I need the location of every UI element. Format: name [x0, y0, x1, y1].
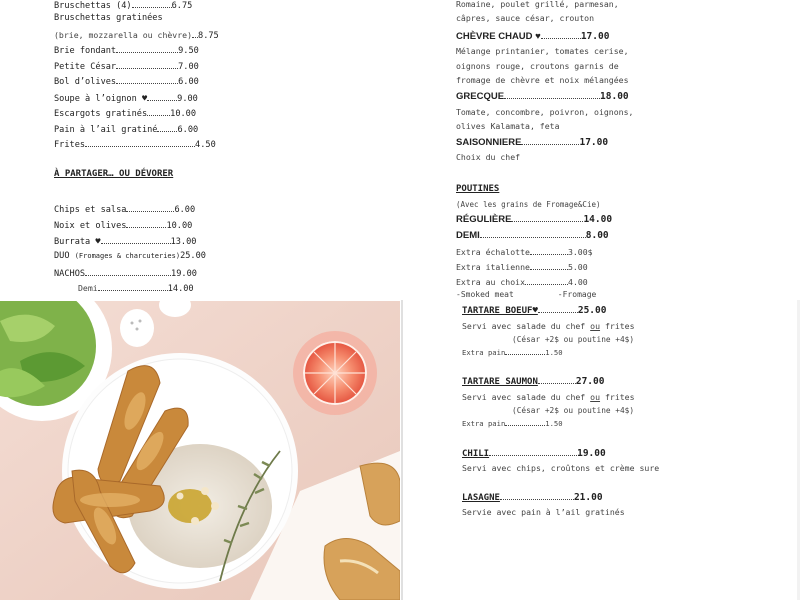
- right-top-menu: [400, 0, 800, 300]
- menu-item: Chips et salsa 6.00: [54, 205, 196, 215]
- right-bottom-menu: [400, 300, 800, 600]
- description-line: Servie avec pain à l’ail gratinés: [462, 507, 625, 517]
- description-note: (César +2$ ou poutine +4$): [512, 406, 635, 415]
- description-line: Servi avec chips, croûtons et crème sure: [462, 463, 660, 473]
- main-item: LASAGNE 21.00: [462, 492, 603, 503]
- poutine-item: RÉGULIÈRE 14.00: [456, 214, 613, 225]
- description-line: Servi avec salade du chef ou frites: [462, 321, 635, 331]
- description-line: Romaine, poulet grillé, parmesan,: [456, 0, 619, 9]
- poutine-item: DEMI 8.00: [456, 230, 609, 241]
- menu-item: Burrata ♥ 13.00: [54, 237, 197, 247]
- description-line: fromage de chèvre et noix mélangées: [456, 75, 629, 85]
- description-line: Tomate, concombre, poivron, oignons,: [456, 107, 634, 117]
- salad-item: SAISONNIERE 17.00: [456, 137, 609, 148]
- menu-item: Petite César 7.00: [54, 62, 199, 72]
- section-title-share: À PARTAGER… OU DÉVORER: [54, 169, 174, 179]
- extra-item: Extra échalotte 3.00$: [456, 247, 593, 257]
- description-line: Choix du chef: [456, 152, 521, 162]
- poutines-note: (Avec les grains de Fromage&Cie): [456, 200, 601, 209]
- salad-item: CHÈVRE CHAUD ♥ 17.00: [456, 31, 610, 42]
- main-item: TARTARE BOEUF♥ 25.00: [462, 305, 607, 316]
- food-photo: [0, 301, 400, 600]
- menu-item: Noix et olives 10.00: [54, 221, 193, 231]
- description-line: Mélange printanier, tomates cerise,: [456, 46, 629, 56]
- extra-item: Extra pain 1.50: [462, 419, 563, 428]
- salad-item: GRECQUE 18.00: [456, 91, 629, 102]
- menu-item: Pain à l’ail gratiné 6.00: [54, 125, 199, 135]
- description-line: olives Kalamata, feta: [456, 121, 560, 131]
- extra-item: Extra pain 1.50: [462, 348, 563, 357]
- description-note: (César +2$ ou poutine +4$): [512, 335, 635, 344]
- extra-footer: -Smoked meat -Fromage: [456, 290, 597, 299]
- hummus-bruschetta-image: [0, 301, 400, 600]
- extra-item: Extra italienne 5.00: [456, 262, 588, 272]
- menu-item: (brie, mozzarella ou chèvre) 8.75: [54, 30, 219, 41]
- extra-item: Extra au choix 4.00: [456, 277, 588, 287]
- menu-item: Brie fondant 9.50: [54, 46, 199, 56]
- description-line: câpres, sauce césar, crouton: [456, 13, 595, 23]
- main-item: CHILI 19.00: [462, 448, 606, 459]
- menu-item: DUO (Fromages & charcuteries)25.00: [54, 251, 206, 261]
- menu-item: Bruschettas gratinées: [54, 13, 163, 23]
- menu-item: Bol d’olives 6.00: [54, 77, 199, 87]
- menu-item: Bruschettas (4) 6.75: [54, 1, 193, 11]
- menu-item: Frites 4.50: [54, 140, 216, 150]
- description-line: Servi avec salade du chef ou frites: [462, 392, 635, 402]
- menu-item: Escargots gratinés 10.00: [54, 109, 197, 119]
- left-menu: [0, 0, 400, 300]
- main-item: TARTARE SAUMON 27.00: [462, 376, 605, 387]
- section-title-poutines: POUTINES: [456, 184, 500, 194]
- menu-item: NACHOS 19.00: [54, 269, 197, 279]
- description-line: oignons rouge, croutons garnis de: [456, 61, 619, 71]
- menu-item: Soupe à l’oignon ♥ 9.00: [54, 94, 198, 104]
- menu-item: Demi 14.00: [78, 283, 194, 294]
